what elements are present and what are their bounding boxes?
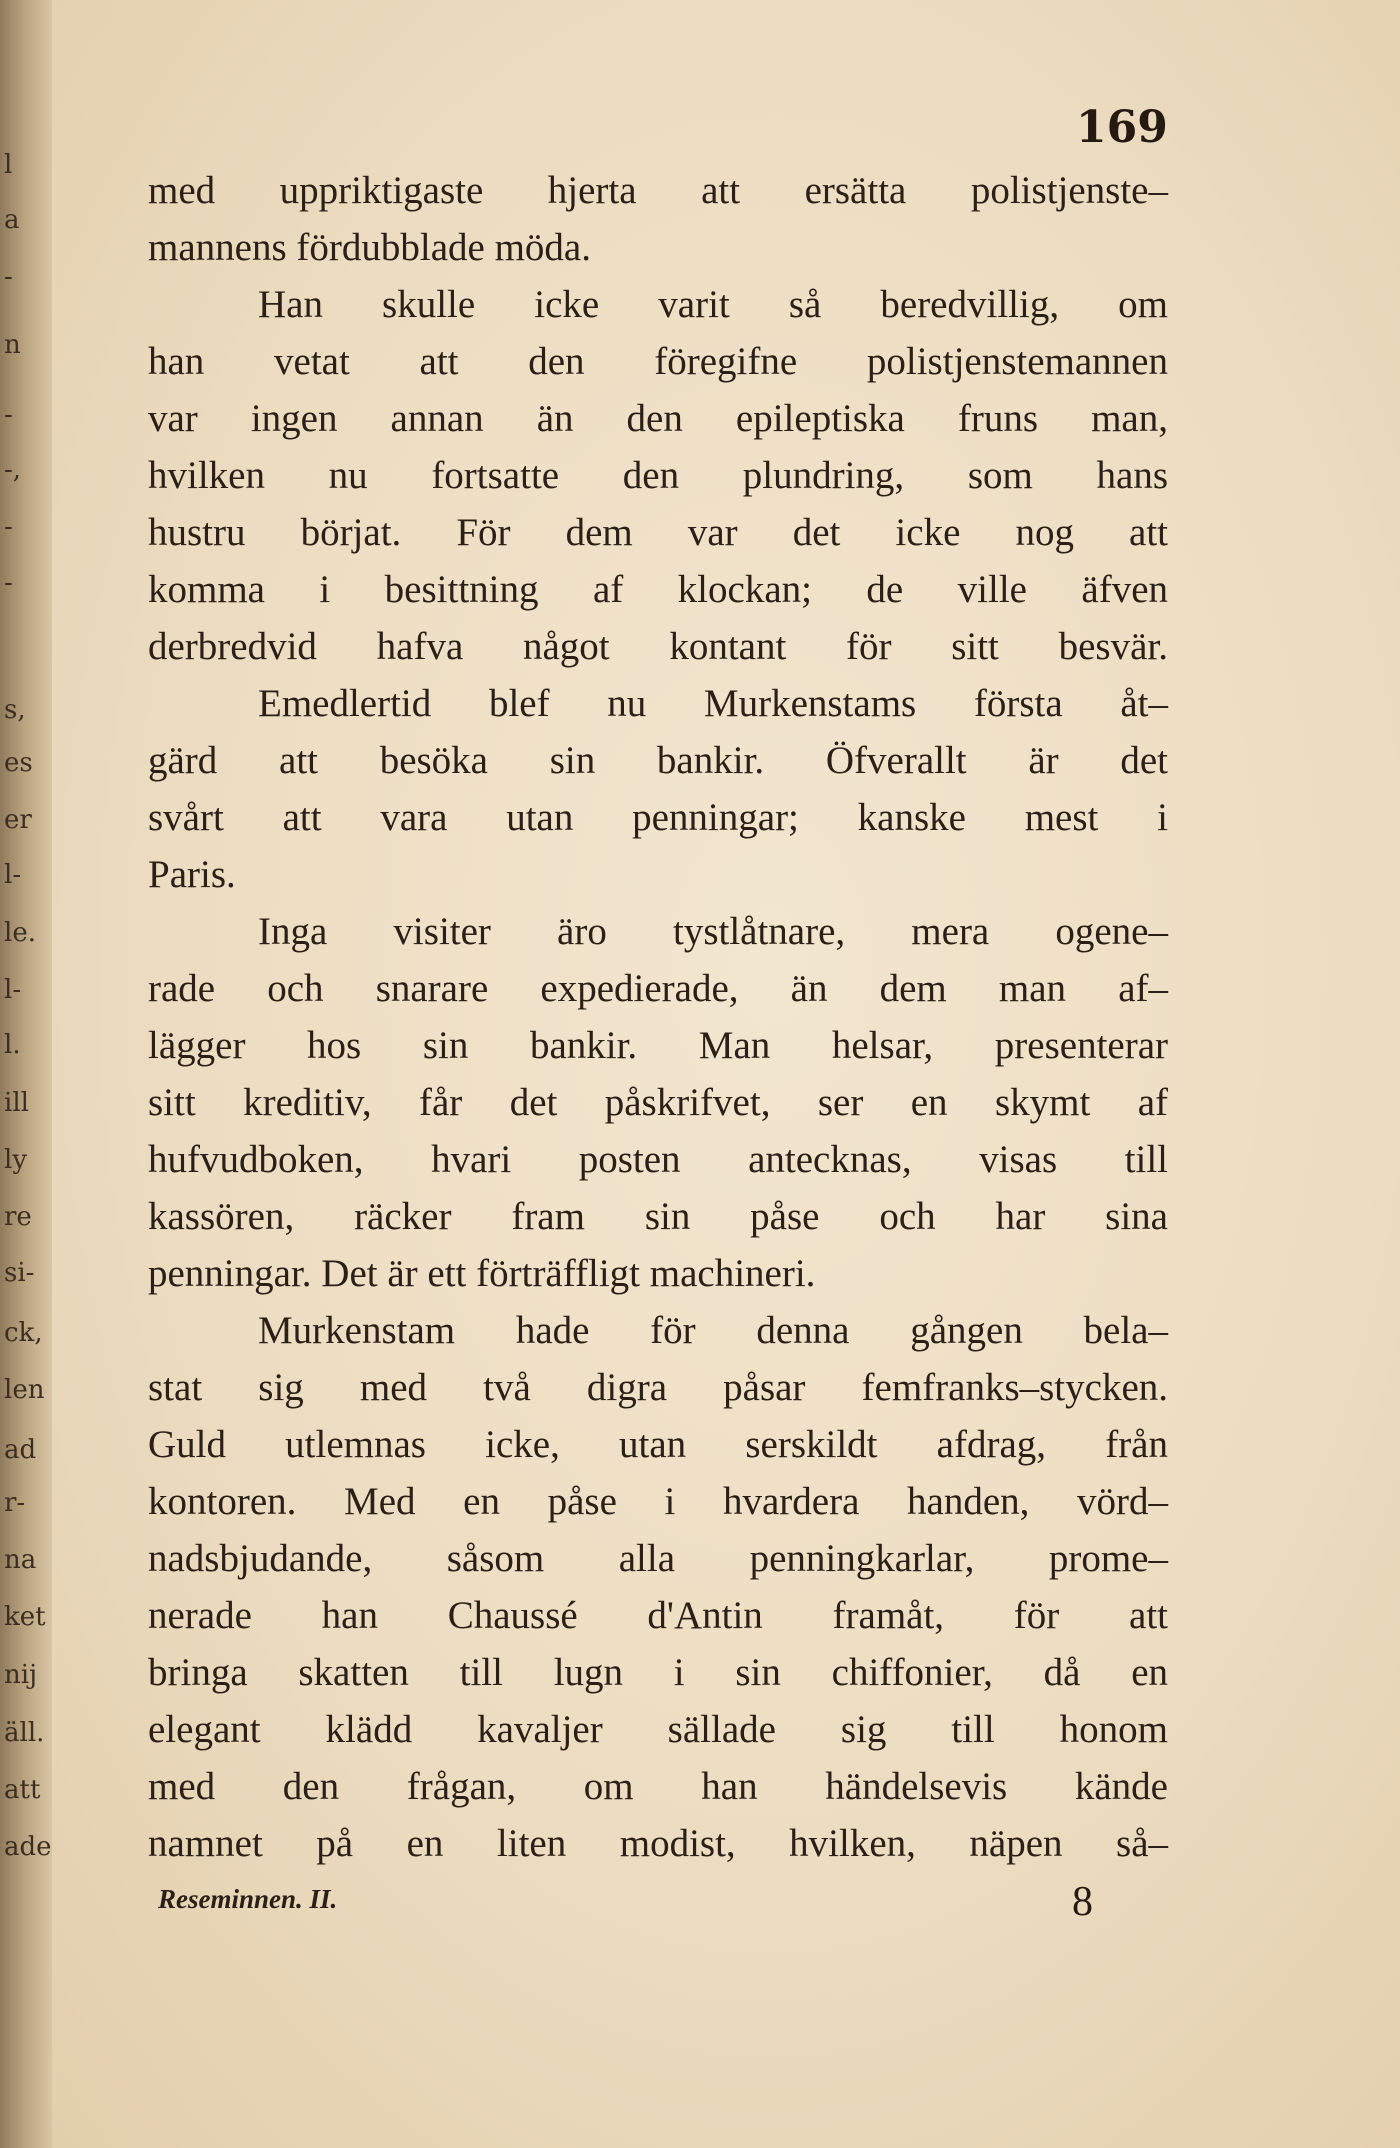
margin-fragment: len [4,1375,45,1405]
text-line: kontoren. Med en påse i hvardera handen, vörd– [148,1480,1168,1523]
margin-fragment: - [4,568,13,598]
text-line: kassören, räcker fram sin påse och har sina [148,1195,1168,1238]
text-line: Han skulle icke varit så beredvillig, om [258,283,1168,326]
margin-fragment: re [4,1202,32,1232]
page-footer [158,1878,1093,1928]
margin-fragment: ad [4,1435,37,1465]
margin-fragment: -, [4,455,22,485]
margin-fragment: s, [4,695,26,725]
margin-fragment: l. [4,1030,21,1060]
margin-fragment: - [4,512,13,542]
text-line: var ingen annan än den epileptiska fruns man, [148,397,1168,440]
margin-fragment: ade [4,1832,52,1862]
text-line: mannens fördubblade möda. [148,226,591,269]
sheet-number: 8 [1072,1879,1093,1925]
margin-fragment: ill [4,1088,29,1118]
text-line: Paris. [148,853,236,896]
text-line: svårt att vara utan penningar; kanske mest i [148,796,1168,839]
text-line: elegant klädd kavaljer sällade sig till honom [148,1708,1168,1751]
text-line: rade och snarare expedierade, än dem man af– [148,967,1168,1010]
text-line: hustru börjat. För dem var det icke nog att [148,511,1168,554]
margin-fragment: er [4,805,32,835]
margin-fragment: r- [4,1488,26,1518]
text-line: med uppriktigaste hjerta att ersätta polistjenste– [148,169,1168,212]
page-number: 169 [1076,102,1168,153]
text-line: namnet på en liten modist, hvilken, näpen så– [148,1822,1168,1865]
margin-fragment: - [4,262,13,292]
text-line: Murkenstam hade för denna gången bela– [258,1309,1168,1352]
margin-fragment: l [4,150,13,180]
margin-fragment: n [4,330,21,360]
margin-fragment: le. [4,918,36,948]
text-line: Guld utlemnas icke, utan serskildt afdrag, från [148,1423,1168,1466]
text-line: derbredvid hafva något kontant för sitt besvär. [148,625,1168,668]
margin-fragment: ck, [4,1318,43,1348]
text-line: hufvudboken, hvari posten antecknas, visas till [148,1138,1168,1181]
text-line: penningar. Det är ett förträffligt machineri. [148,1252,816,1295]
margin-fragment: na [4,1545,37,1575]
margin-fragment: äll. [4,1718,45,1748]
margin-fragment: nij [4,1660,38,1690]
text-line: Emedlertid blef nu Murkenstams första åt– [258,682,1168,725]
margin-fragment: es [4,748,33,778]
body-text [148,162,1168,1872]
margin-fragment: l- [4,860,22,890]
margin-fragment: ket [4,1602,46,1632]
margin-fragment: l- [4,975,22,1005]
margin-fragment: si- [4,1258,35,1288]
text-line: gärd att besöka sin bankir. Öfverallt är det [148,739,1168,782]
margin-fragment: att [4,1775,41,1805]
text-line: stat sig med två digra påsar femfranks–stycken. [148,1366,1168,1409]
text-line: med den frågan, om han händelsevis kände [148,1765,1168,1808]
text-line: han vetat att den föregifne polistjenstemannen [148,340,1168,383]
text-line: nadsbjudande, såsom alla penningkarlar, prome– [148,1537,1168,1580]
facing-page-gutter [0,0,52,2148]
text-line: nerade han Chaussé d'Antin framåt, för att [148,1594,1168,1637]
margin-fragment: a [4,205,20,235]
text-line: hvilken nu fortsatte den plundring, som hans [148,454,1168,497]
text-line: bringa skatten till lugn i sin chiffonier, då en [148,1651,1168,1694]
text-line: Inga visiter äro tystlåtnare, mera ogene– [258,910,1168,953]
text-line: komma i besittning af klockan; de ville äfven [148,568,1168,611]
text-line: lägger hos sin bankir. Man helsar, presenterar [148,1024,1168,1067]
text-line: sitt kreditiv, får det påskrifvet, ser en skymt af [148,1081,1168,1124]
signature-mark: Reseminnen. II. [158,1884,338,1914]
margin-fragment: - [4,400,13,430]
margin-fragment: ly [4,1145,28,1175]
